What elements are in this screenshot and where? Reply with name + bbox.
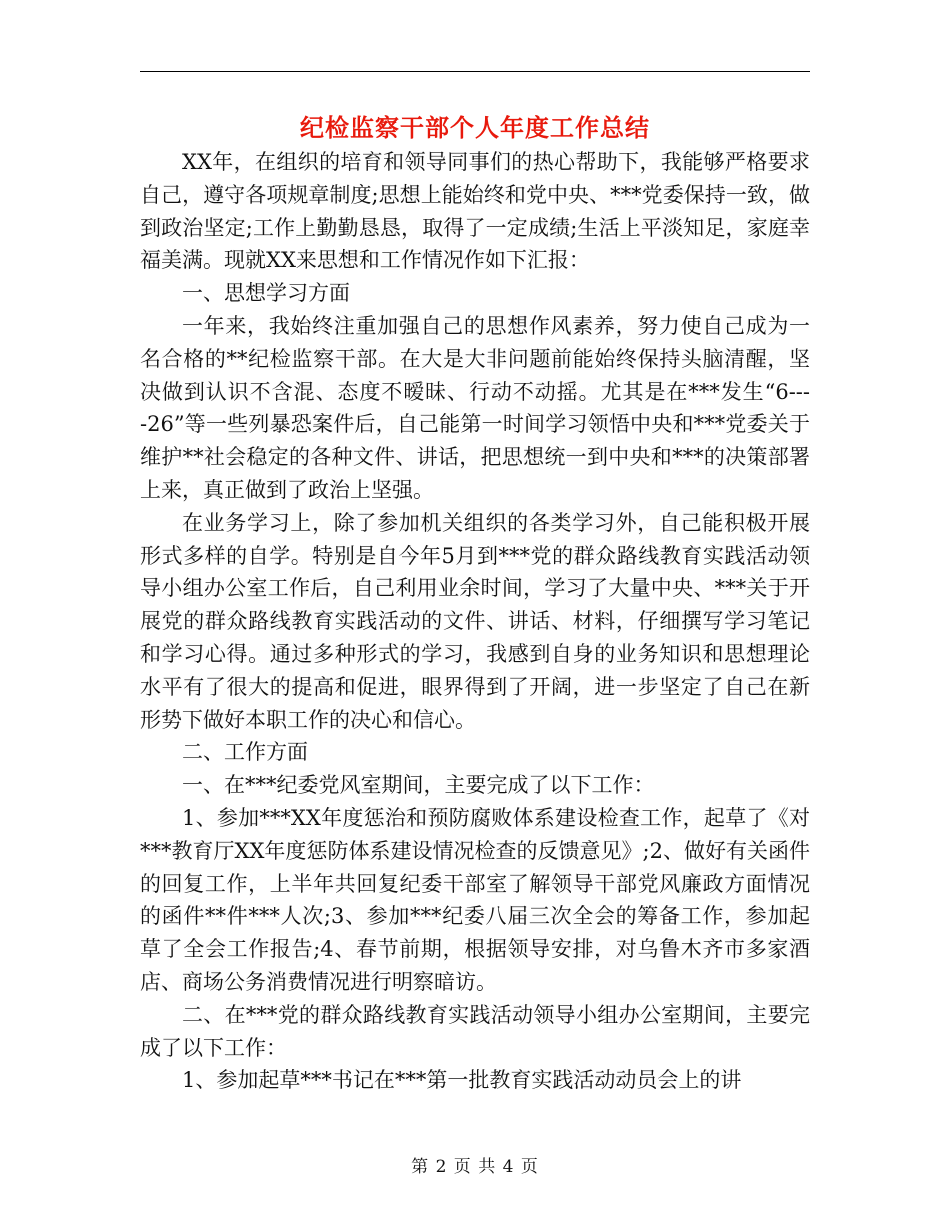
page-number-footer: 第 2 页 共 4 页 bbox=[411, 1157, 539, 1177]
paragraph-thought: 一年来，我始终注重加强自己的思想作风素养，努力使自己成为一名合格的**纪检监察干部。在大是大非问题前能始终保持头脑清醒，坚决做到认识不含混、态度不暧昧、行动不动摇。尤其是在***发生“6----26”等一些列暴恐案件后，自己能第一时间学习领悟中央和***党委关于维护**社会稳定的各种文件、讲话，把思想统一到中央和***的决策部署上来，真正做到了政治上坚强。 bbox=[140, 313, 810, 502]
paragraph-discipline-work: 1、参加***XX年度惩治和预防腐败体系建设检查工作，起草了《对***教育厅XX年度惩防体系建设情况检查的反馈意见》;2、做好有关函件的回复工作，上半年共回复纪委干部室了解领导干部党风廉政方面情况的函件**件***人次;3、参加***纪委八届三次全会的筹备工作，参加起草了全会工作报告;4、春节前期，根据领导安排，对乌鲁木齐市多家酒店、商场公务消费情况进行明察暗访。 bbox=[140, 805, 810, 994]
section-heading-work: 二、工作方面 bbox=[182, 740, 308, 765]
paragraph-mass-line-work: 1、参加起草***书记在***第一批教育实践活动动员会上的讲 bbox=[182, 1068, 742, 1093]
paragraph-business-study: 在业务学习上，除了参加机关组织的各类学习外，自己能积极开展形式多样的自学。特别是自今年5月到***党的群众路线教育实践活动领导小组办公室工作后，自己利用业余时间，学习了大量中央、***关于开展党的群众路线教育实践活动的文件、讲话、材料，仔细撰写学习笔记和学习心得。通过多种形式的学习，我感到自身的业务知识和思想理论水平有了很大的提高和促进，眼界得到了开阔，进一步坚定了自己在新形势下做好本职工作的决心和信心。 bbox=[140, 510, 810, 732]
paragraph-intro: XX年，在组织的培育和领导同事们的热心帮助下，我能够严格要求自己，遵守各项规章制度;思想上能始终和党中央、***党委保持一致，做到政治坚定;工作上勤勤恳恳，取得了一定成绩;生活上平淡知足，家庭幸福美满。现就XX来思想和工作情况作如下汇报： bbox=[140, 150, 810, 273]
subheading-mass-line-office: 二、在***党的群众路线教育实践活动领导小组办公室期间，主要完成了以下工作： bbox=[140, 1002, 810, 1060]
subheading-discipline-office: 一、在***纪委党风室期间，主要完成了以下工作： bbox=[182, 773, 655, 798]
section-heading-thought-study: 一、思想学习方面 bbox=[182, 281, 350, 306]
header-rule bbox=[140, 71, 810, 72]
document-title: 纪检监察干部个人年度工作总结 bbox=[300, 114, 650, 142]
document-body bbox=[140, 146, 810, 1097]
